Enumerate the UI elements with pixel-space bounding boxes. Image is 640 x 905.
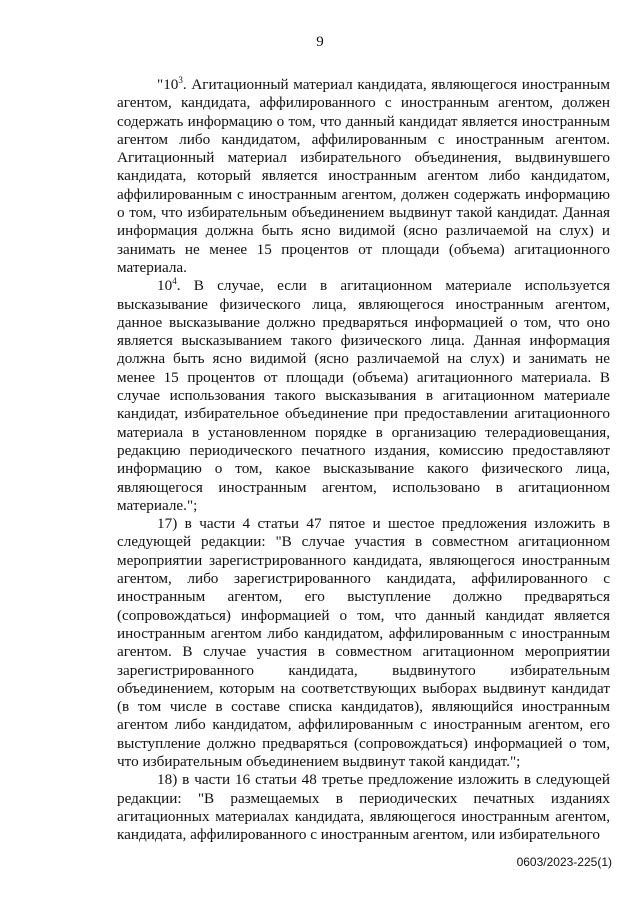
document-code: 0603/2023-225(1) xyxy=(516,855,612,869)
page-number: 9 xyxy=(316,34,324,50)
paragraph-text: . В случае, если в агитационном материале используется высказывание физического лица, являющегося иностранным агентом, данное высказывание должно предваряться информацией о том, что оно является высказыванием такого физического лица. Данная информация должна быть ясно видимой (ясно различаемой на слух) и занимать не менее 15 процентов от площади (объема) агитационного материала. В случае использования такого высказывания в агитационном материале кандидат, избирательное объединение при предоставлении агитационного материала в установленном порядке в организацию телерадиовещания, редакцию периодического печатного издания, комиссию предоставляют информацию о том, какое высказывание какого физического лица, являющегося иностранным агентом, использовано в агитационном материале."; xyxy=(117,277,610,514)
paragraph-10-3 xyxy=(117,76,610,277)
paragraph-prefix: "10 xyxy=(157,76,179,93)
superscript: 4 xyxy=(172,276,177,287)
paragraph-item-17: 17) в части 4 статьи 47 пятое и шестое предложения изложить в следующей редакции: "В случае участия в совместном агитационном мероприятии зарегистрированного кандидата, являющегося иностранным агентом, либо зарегистрированного кандидата, аффилированного с иностранным агентом, его выступление должно предваряться (сопровождаться) информацией о том, что данный кандидат является иностранным агентом либо кандидатом, аффилированным с иностранным агентом. В случае участия в совместном агитационном мероприятии зарегистрированного кандидата, выдвинутого избирательным объединением, которым на соответствующих выборах выдвинут кандидат (в том числе в составе списка кандидатов), являющийся иностранным агентом либо кандидатом, аффилированным с иностранным агентом, его выступление должно предваряться (сопровождаться) информацией о том, что избирательным объединением выдвинут такой кандидат."; xyxy=(117,515,610,770)
paragraph-prefix: 10 xyxy=(157,277,173,295)
document-body xyxy=(117,76,610,844)
paragraph-item-18: 18) в части 16 статьи 48 третье предложение изложить в следующей редакции: "В размещаемых в периодических печатных изданиях агитационных материалах кандидата, являющегося иностранным агентом, кандидата, аффилированного с иностранным агентом, или избирательного xyxy=(117,771,610,844)
paragraph-text: . Агитационный материал кандидата, являющегося иностранным агентом, кандидата, аффилированного с иностранным агентом, должен содержать информацию о том, что данный кандидат является иностранным агентом либо кандидатом, аффилированным с иностранным агентом. Агитационный материал избирательного объединения, выдвинувшего кандидата, который является иностранным агентом либо кандидатом, аффилированным с иностранным агентом, должен содержать информацию о том, что избирательным объединением выдвинут такой кандидат. Данная информация должна быть ясно видимой (ясно различаемой на слух) и занимать не менее 15 процентов от площади (объема) агитационного материала. xyxy=(117,76,610,276)
paragraph-10-4 xyxy=(117,277,610,515)
superscript: 3 xyxy=(178,74,183,85)
